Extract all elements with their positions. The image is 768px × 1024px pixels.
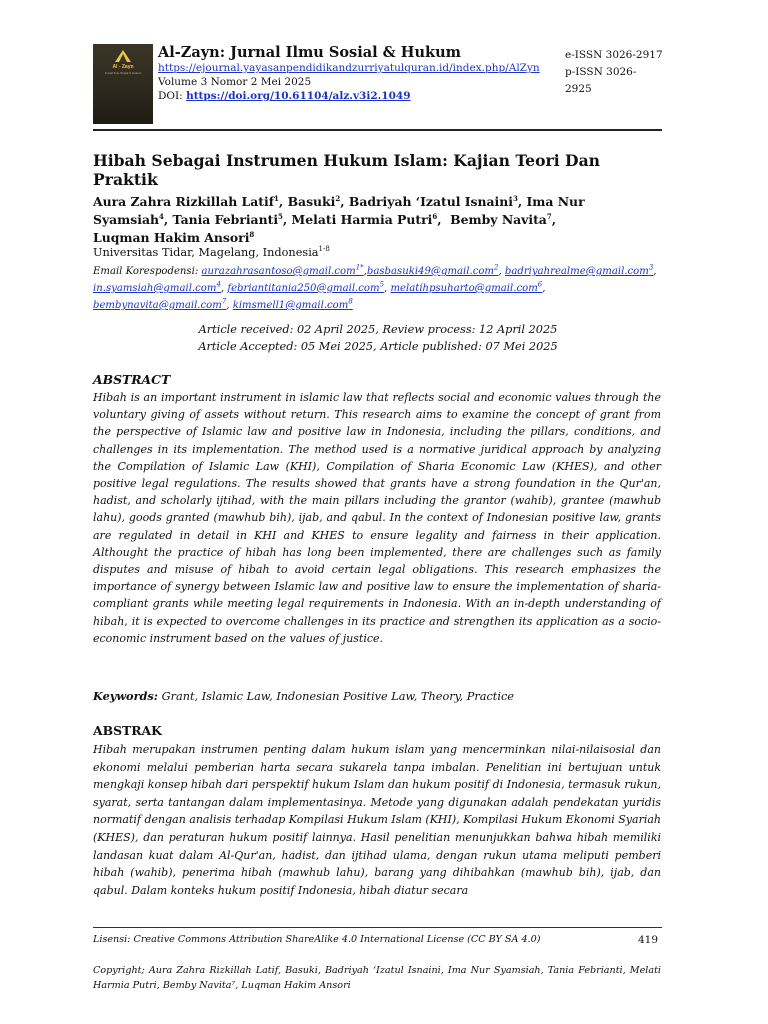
author-list: Aura Zahra Rizkillah Latif$^1$, Basuki$^2$, Badriyah ‘Izatul Isnaini$^3$, Ima Nur Syamsiah$^4$, Tania Febrianti$^5$, Melati Harmia Putri$^6$, Bemby Navita$^7$, Luqman Hakim Ansori$^8$ [93,193,585,245]
email-link[interactable]: kimsmell1@gmail.com$^8$ [232,297,353,311]
eissn: e-ISSN 3026-2917 [565,49,663,61]
abstract-body: Hibah is an important instrument in islamic law that reflects social and economic values through the voluntary giving of assets without return. This research aims to examine the concept of grant from the perspective of Islamic law and positive law in Indonesia, including the pillars, conditions, and challenges in its implementation. The method used is a normative juridical approach by analyzing the Compilation of Islamic Law (KHI), Compilation of Sharia Economic Law (KHES), and other positive legal regulations. The results showed that grants have a strong foundation in the Qur'an, hadist, and scholarly ijtihad, with the main pillars including the grantor (wahib), grantee (mawhub lahu), goods granted (mawhub bih), ijab, and qabul. In the context of Indonesian positive law, grants are regulated in detail in KHI and KHES to ensure legality and fairness in their application. Althought the practice of hibah has long been implemented, there are challenges such as family disputes and misuse of hibah to avoid certain legal obligations. This research emphasizes the importance of synergy between Islamic law and positive law to ensure the implementation of sharia-compliant grants while meeting legal requirements in Indonesia. With an in-depth understanding of hibah, it is expected to overcome challenges in its practice and strengthen its application as a socio-economic instrument based on the values of justice. [93,391,661,645]
abstrak-heading: ABSTRAK [93,723,162,738]
author: Aura Zahra Rizkillah Latif$^1$ [93,193,279,209]
issn-block [565,47,663,98]
abstract-heading: ABSTRACT [93,372,171,387]
email-label: Email Korespodensi: [93,266,199,277]
author: Melati Harmia Putri$^6$ [291,211,438,227]
cover-title: Al - Zayn [112,64,134,70]
pissn: p-ISSN 3026-2925 [565,66,637,95]
dates-published: Article Accepted: 05 Mei 2025, Article published: 07 Mei 2025 [198,340,558,353]
email-link[interactable]: bembynavita@gmail.com$^7$ [93,297,227,311]
email-link[interactable]: basbasuki49@gmail.com$^2$ [366,263,499,277]
journal-url-link[interactable]: https://ejournal.yayasanpendidikandzurriyatulquran.id/index.php/AlZyn [158,62,540,74]
license-text: Lisensi: Creative Commons Attribution ShareAlike 4.0 International License (CC BY SA 4.0) [93,934,541,945]
correspondence-emails: Email Korespodensi: aurazahrasantoso@gmail.com$^{1*}$,basbasuki49@gmail.com$^2$, badriyahrealme@gmail.com$^3$, in.syamsiah@gmail.com$^4$, febriantitania250@gmail.com$^5$, melatihpsuharto@gmail.com$^6$, bembynavita@gmail.com$^7$, kimsmell1@gmail.com$^8$ [93,263,657,311]
article-dates [93,321,663,355]
email-link[interactable]: febriantitania250@gmail.com$^5$ [227,280,385,294]
author: Basuki$^2$ [287,193,341,209]
email-link[interactable]: badriyahrealme@gmail.com$^3$ [504,263,654,277]
header-divider [93,129,662,131]
journal-cover-image [93,44,153,124]
journal-header [93,44,663,126]
author: Badriyah ‘Izatul Isnaini$^3$ [348,193,518,209]
journal-logo-icon [115,50,131,62]
footer-divider [93,927,662,928]
keywords-list: Grant, Islamic Law, Indonesian Positive Law, Theory, Practice [161,690,514,703]
author: Bemby Navita$^7$ [450,211,552,227]
cover-subtitle: Jurnal Ilmu Sosial & Hukum [104,71,142,75]
dates-received: Article received: 02 April 2025, Review process: 12 April 2025 [198,323,558,336]
copyright-text: Copyright; Aura Zahra Rizkillah Latif, Basuki, Badriyah ‘Izatul Isnaini, Ima Nur Syamsiah, Tania Febrianti, Melati Harmia Putri, Bemby Navita⁷, Luqman Hakim Ansori [93,965,661,991]
article-title: Hibah Sebagai Instrumen Hukum Islam: Kajian Teori Dan Praktik [93,151,601,189]
author: Ima Nur Syamsiah$^4$ [93,194,585,227]
author: Luqman Hakim Ansori$^8$ [93,229,255,245]
author: Tania Febrianti$^5$ [172,211,283,227]
affiliation: Universitas Tidar, Magelang, Indonesia$^{1-8}$ [93,245,330,259]
doi-line [158,89,540,103]
doi-label: DOI: [158,90,183,102]
keywords [93,689,661,703]
journal-volume: Volume 3 Nomor 2 Mei 2025 [158,76,312,88]
email-link[interactable]: melatihpsuharto@gmail.com$^6$ [390,280,543,294]
email-link[interactable]: aurazahrasantoso@gmail.com$^{1*}$ [201,263,364,277]
keywords-label: Keywords: [93,689,158,703]
doi-link[interactable]: https://doi.org/10.61104/alz.v3i2.1049 [186,90,411,102]
page-number: 419 [638,934,659,946]
email-link[interactable]: in.syamsiah@gmail.com$^4$ [93,280,221,294]
journal-info [158,44,540,103]
journal-name: Al-Zayn: Jurnal Ilmu Sosial & Hukum [158,44,461,61]
abstrak-body: Hibah merupakan instrumen penting dalam hukum islam yang mencerminkan nilai-nilaisosial dan ekonomi melalui pemberian harta secara sukarela tanpa imbalan. Penelitian ini bertujuan untuk mengkaji konsep hibah dari perspektif hukum Islam dan hukum positif di Indonesia, termasuk rukun, syarat, serta tantangan dalam implementasinya. Metode yang digunakan adalah pendekatan yuridis normatif dengan analisis terhadap Kompilasi Hukum Islam (KHI), Kompilasi Hukum Ekonomi Syariah (KHES), dan peraturan hukum positif lainnya. Hasil penelitian menunjukkan bahwa hibah memiliki landasan kuat dalam Al-Qur'an, hadist, dan ijtihad ulama, dengan rukun utama meliputi pemberi hibah (wahib), penerima hibah (mawhub lahu), barang yang dihibahkan (mawhub bih), ijab, dan qabul. Dalam konteks hukum positif Indonesia, hibah diatur secara [93,743,661,897]
